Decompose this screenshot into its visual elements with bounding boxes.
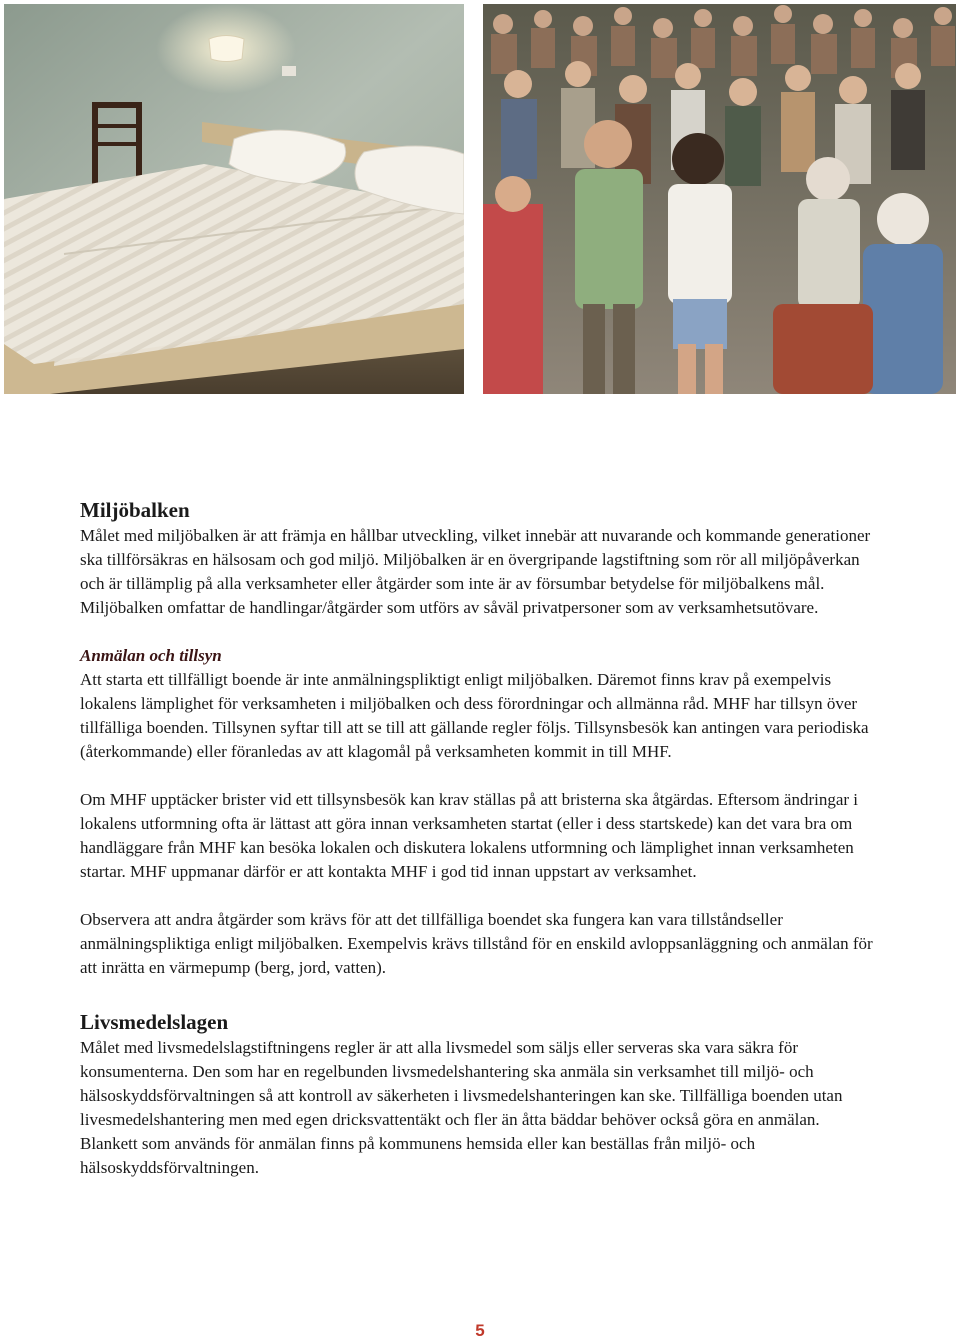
bedroom-illustration — [4, 4, 464, 394]
page-number: 5 — [475, 1321, 485, 1340]
main-content — [80, 496, 880, 1180]
paragraph-anmalan-3: Observera att andra åtgärder som krävs för att det tillfälliga boendet ska fungera kan vara tillståndseller anmälningspliktiga enligt miljöbalken. Exempelvis krävs tillstånd för en enskild avloppsanläggning och anmälan för att inrätta en värmepump (berg, jord, vatten). — [80, 910, 873, 977]
heading-livsmedelslagen: Livsmedelslagen — [80, 1010, 229, 1034]
crowd-illustration — [483, 4, 956, 394]
paragraph-livsmedelslagen: Målet med livsmedelslagstiftningens regler är att alla livsmedel som säljs eller serveras ska vara säkra för konsumenterna. Den som har en regelbunden livsmedelshantering ska anmäla sin verksamhet till miljö- och hälsoskyddsförvaltningen så att kontroll av säkerheten i livsmedelshanteringen kan ske. Tillfälliga boenden utan livesmedelshantering men med egen dricksvattentäkt och fler än åtta bäddar behöver också göra en anmälan. Blankett som används för anmälan finns på kommunens hemsida eller kan beställas från miljö- och hälsoskyddsförvaltningen. — [80, 1038, 843, 1177]
photo-crowd-of-people — [483, 4, 956, 394]
paragraph-anmalan-2: Om MHF upptäcker brister vid ett tillsynsbesök kan krav ställas på att bristerna ska åtgärdas. Eftersom ändringar i lokalens utformning ofta är lättast att göra innan verksamheten startat (eller i dess startskede) kan det vara bra om handläggare från MHF kan besöka lokalen och diskutera lokalens utformning och lämplighet innan verksamheten startar. MHF uppmanar därför er att kontakta MHF i god tid innan uppstart av verksamhet. — [80, 790, 859, 881]
subheading-anmalan-och-tillsyn: Anmälan och tillsyn — [80, 646, 222, 665]
paragraph-anmalan-1: Att starta ett tillfälligt boende är inte anmälningspliktigt enligt miljöbalken. Däremot finns krav på exempelvis lokalens lämplighet för verksamheten i miljöbalken och dess förordningar och allmänna råd. MHF har tillsyn över tillfälliga boenden. Tillsynen syftar till att se till att gällande regler följs. Tillsynsbesök kan antingen vara periodiska (återkommande) eller föranledas av att klagomål på verksamheten kommit in till MHF. — [80, 670, 869, 761]
heading-miljobalken: Miljöbalken — [80, 498, 190, 522]
photo-hotel-bedroom — [4, 4, 464, 394]
paragraph-miljobalken: Målet med miljöbalken är att främja en hållbar utveckling, vilket innebär att nuvarande och kommande generationer ska tillförsäkras en hälsosam och god miljö. Miljöbalken är en övergripande lagstiftning som rör all miljöpåverkan och är tillämplig på alla verksamheter eller åtgärder som inte är av försumbar betydelse för miljöbalkens mål. Miljöbalken omfattar de handlingar/åtgärder som utförs av såväl privatpersoner som av verksamhetsutövare. — [80, 526, 871, 617]
